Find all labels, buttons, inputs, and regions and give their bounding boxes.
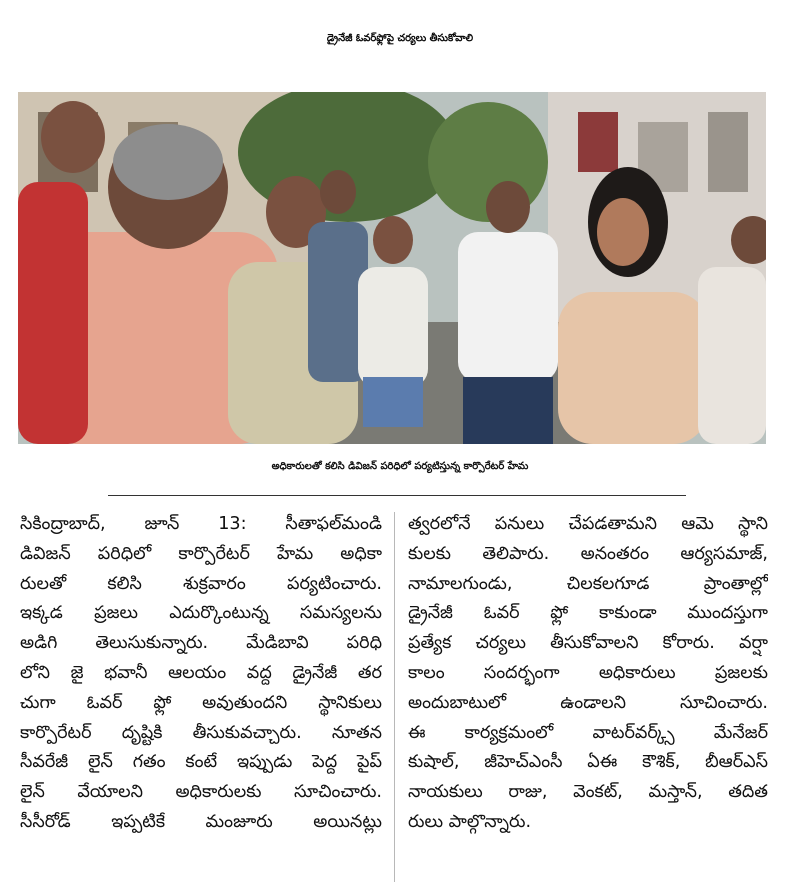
article-line: చుగా ఓవర్ ఫ్లో అవుతుందని స్థానికులు — [20, 692, 382, 713]
article-line: సికింద్రాబాద్, జూన్ 13: సీతాఫల్‌మండి — [20, 514, 382, 534]
article-line: నాయకులు రాజు, వెంకట్, మస్తాన్, తదిత — [408, 782, 768, 803]
article-line: అందుబాటులో ఉండాలని సూచించారు. — [408, 692, 768, 713]
article-line: కుషాల్, జీహెచ్ఎంసీ ఏఈ కౌశిక్, బీఆర్ఎస్ — [408, 752, 768, 773]
caption-divider — [108, 495, 686, 496]
article-line: ఇక్కడ ప్రజలు ఎదుర్కొంటున్న సమస్యలను — [20, 603, 382, 624]
article-line: లోని జై భవానీ ఆలయం వద్ద డ్రైనేజీ తర — [20, 662, 382, 683]
article-line: డివిజన్ పరిధిలో కార్పొరేటర్ హేమ అధికా — [20, 543, 382, 564]
article-line: నామాలగుండు, చిలకలగూడ ప్రాంతాల్లో — [408, 573, 768, 594]
article-column-left — [20, 510, 382, 838]
article-line: కాలం సందర్భంగా అధికారులు ప్రజలకు — [408, 662, 768, 683]
article-line: డ్రైనేజీ ఓవర్ ఫ్లో కాకుండా ముందస్తుగా — [408, 603, 768, 624]
article-line: కులకు తెలిపారు. అనంతరం ఆర్యసమాజ్, — [408, 543, 768, 564]
article-line: ప్రత్యేక చర్యలు తీసుకోవాలని కోరారు. వర్షా — [408, 633, 768, 654]
article-line: త్వరలోనే పనులు చేపడతామని ఆమె స్థాని — [408, 514, 768, 534]
article-line: సీవరేజీ లైన్ గతం కంటే ఇప్పుడు పెద్ద పైప్ — [20, 752, 382, 773]
news-photo — [18, 92, 766, 444]
article-line: రులతో కలిసి శుక్రవారం పర్యటించారు. — [20, 573, 382, 594]
article-line: సీసీరోడ్ ఇప్పటికే మంజూరు అయినట్లు — [20, 811, 382, 832]
article-line: ఈ కార్యక్రమంలో వాటర్‌వర్క్స్ మేనేజర్ — [408, 722, 768, 743]
column-divider — [394, 512, 395, 882]
headline: డ్రైనేజీ ఓవర్‌ఫ్లోపై చర్యలు తీసుకోవాలి — [326, 33, 474, 44]
article-line: రులు పాల్గొన్నారు. — [408, 811, 532, 832]
article-column-right — [408, 510, 768, 838]
article-line: అడిగి తెలుసుకున్నారు. మేడిబావి పరిధి — [20, 633, 382, 654]
article-line: కార్పొరేటర్ దృష్టికి తీసుకువచ్చారు. నూతన — [20, 722, 382, 743]
street-scene-illustration — [18, 92, 766, 444]
photo-caption: అధికారులతో కలిసి డివిజన్ పరిధిలో పర్యటిస్తున్న కార్పొరేటర్ హేమ — [271, 461, 529, 472]
article-line: లైన్ వేయాలని అధికారులకు సూచించారు. — [20, 782, 382, 803]
